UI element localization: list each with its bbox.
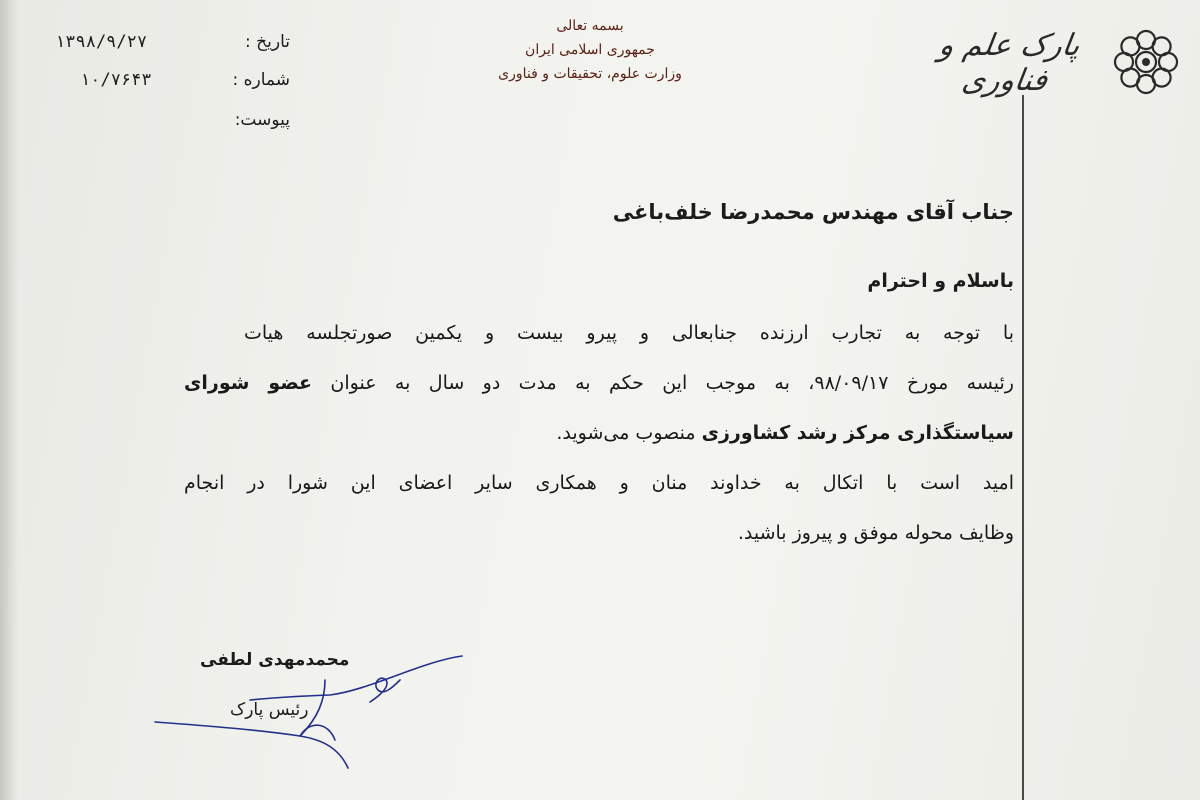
date-label: تاریخ : <box>245 32 290 52</box>
signatory-name: محمدمهدی لطفی <box>200 650 350 670</box>
body-bold-text: سیاستگذاری مرکز رشد کشاورزی <box>701 422 1014 444</box>
greeting: باسلام و احترام <box>867 270 1014 292</box>
body-text: وظایف محوله موفق و پیروز باشید. <box>737 522 1014 544</box>
park-emblem-icon <box>1110 26 1182 98</box>
body-text: منصوب می‌شوید. <box>556 422 696 444</box>
bismillah: بسمه تعالی <box>556 18 624 34</box>
body-text: با توجه به تجارب ارزنده جنابعالی و پیرو بیست و یکمین صورتجلسه هیات <box>244 322 1014 344</box>
body-line-5 <box>184 522 1014 544</box>
signatory-title: رئیس پارک <box>230 700 309 720</box>
body-line-3 <box>184 422 1014 444</box>
body-text: امید است با اتکال به خداوند منان و همکاری سایر اعضای این شورا در انجام <box>184 472 1014 494</box>
date-value: ۱۳۹۸/۹/۲۷ <box>55 32 148 52</box>
body-line-4 <box>184 472 1014 494</box>
attachment-label: پیوست: <box>234 110 290 130</box>
number-label: شماره : <box>232 70 290 90</box>
number-value: ۱۰/۷۶۴۳ <box>80 70 152 90</box>
body-line-1 <box>244 322 1014 344</box>
page-edge-shadow <box>0 0 18 800</box>
body-line-2 <box>184 372 1014 394</box>
margin-line <box>1022 95 1024 800</box>
country-name: جمهوری اسلامی ایران <box>525 42 655 58</box>
addressee: جناب آقای مهندس محمدرضا خلف‌باغی <box>612 200 1014 224</box>
ministry-name: وزارت علوم، تحقیقات و فناوری <box>498 66 682 82</box>
body-bold-text: عضو شورای <box>184 372 313 394</box>
body-text: رئیسه مورخ ۹۸/۰۹/۱۷، به موجب این حکم به مدت دو سال به عنوان <box>330 372 1014 394</box>
park-logo-text: پارک علم و فناوری <box>936 28 1083 98</box>
